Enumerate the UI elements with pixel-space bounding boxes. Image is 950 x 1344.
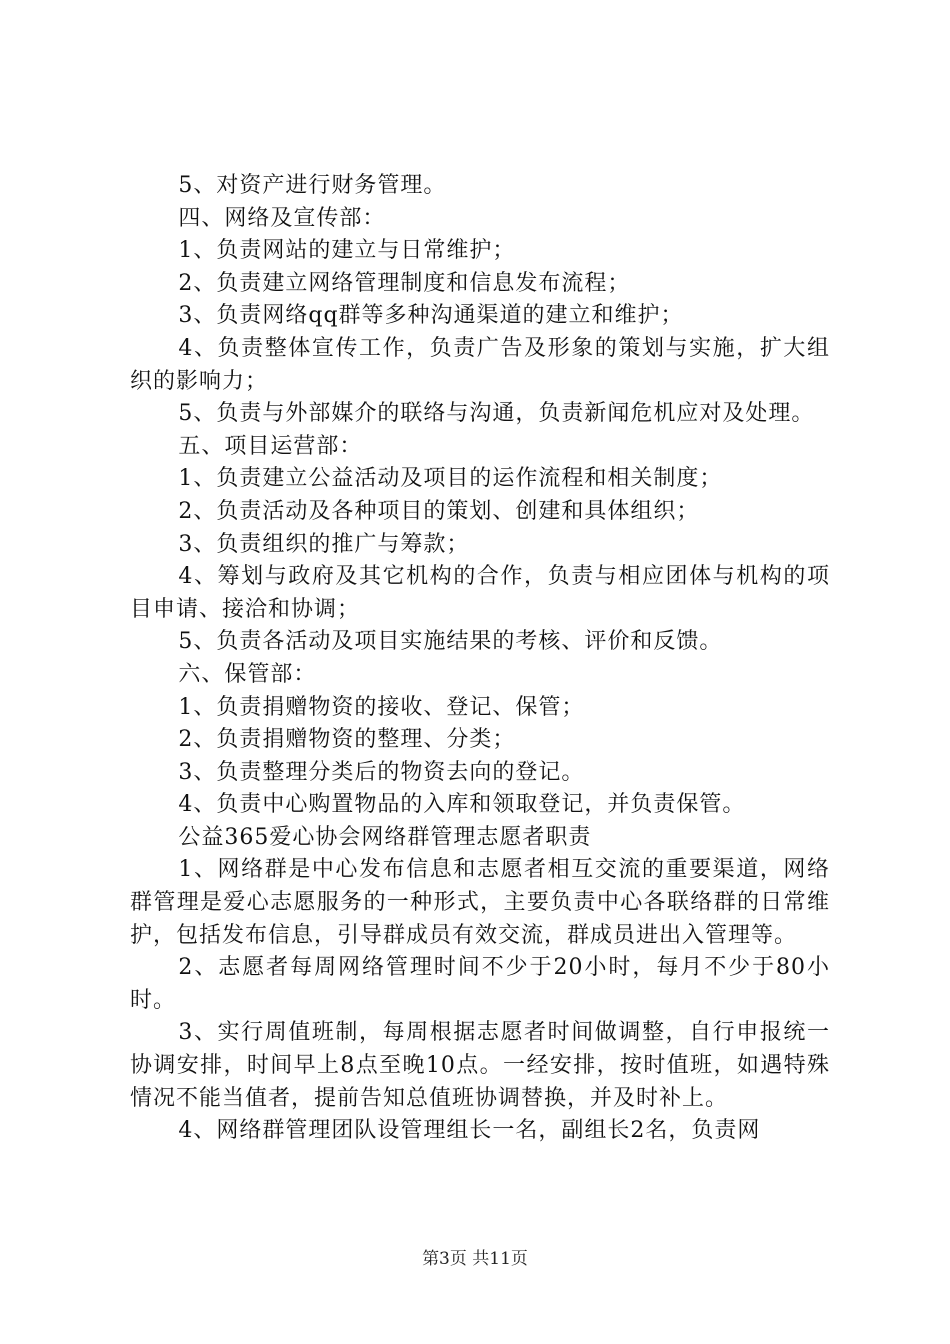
section-heading: 六、保管部： [178,661,317,687]
paragraph: 5、负责与外部媒介的联络与沟通，负责新闻危机应对及处理。 [178,401,815,427]
paragraph: 4、网络群管理团队设管理组长一名，副组长2名，负责网 [178,1118,761,1144]
paragraph: 4、筹划与政府及其它机构的合作，负责与相应团体与机构的项目申请、接洽和协调； [130,564,830,622]
paragraph: 5、负责各活动及项目实施结果的考核、评价和反馈。 [178,629,723,655]
paragraph: 1、负责网站的建立与日常维护； [178,238,516,264]
section-heading: 五、项目运营部： [178,433,363,459]
section-title: 公益365爱心协会网络群管理志愿者职责 [178,824,592,850]
page-number-footer: 第3页 共11页 [422,1249,528,1269]
paragraph: 1、网络群是中心发布信息和志愿者相互交流的重要渠道，网络群管理是爱心志愿服务的一种形式，主要负责中心各联络群的日常维护，包括发布信息，引导群成员有效交流，群成员进出入管理等。 [130,857,830,948]
paragraph: 1、负责捐赠物资的接收、登记、保管； [178,694,585,720]
document-body [130,170,830,1148]
paragraph: 3、实行周值班制，每周根据志愿者时间做调整，自行申报统一协调安排，时间早上8点至晚10点。一经安排，按时值班，如遇特殊情况不能当值者，提前告知总值班协调替换，并及时补上。 [130,1020,830,1111]
paragraph: 2、负责活动及各种项目的策划、创建和具体组织； [178,498,700,524]
paragraph: 2、负责捐赠物资的整理、分类； [178,727,516,753]
paragraph: 1、负责建立公益活动及项目的运作流程和相关制度； [178,466,723,492]
paragraph: 2、志愿者每周网络管理时间不少于20小时，每月不少于80小时。 [130,955,830,1013]
paragraph: 3、负责组织的推广与筹款； [178,531,470,557]
paragraph: 5、对资产进行财务管理。 [178,173,447,198]
paragraph: 4、负责整体宣传工作，负责广告及形象的策划与实施，扩大组织的影响力； [130,335,830,394]
paragraph: 3、负责网络qq群等多种沟通渠道的建立和维护； [178,303,684,329]
section-heading: 四、网络及宣传部： [178,205,386,231]
paragraph: 2、负责建立网络管理制度和信息发布流程； [178,270,631,296]
paragraph: 4、负责中心购置物品的入库和领取登记，并负责保管。 [178,792,746,818]
paragraph: 3、负责整理分类后的物资去向的登记。 [178,759,585,785]
